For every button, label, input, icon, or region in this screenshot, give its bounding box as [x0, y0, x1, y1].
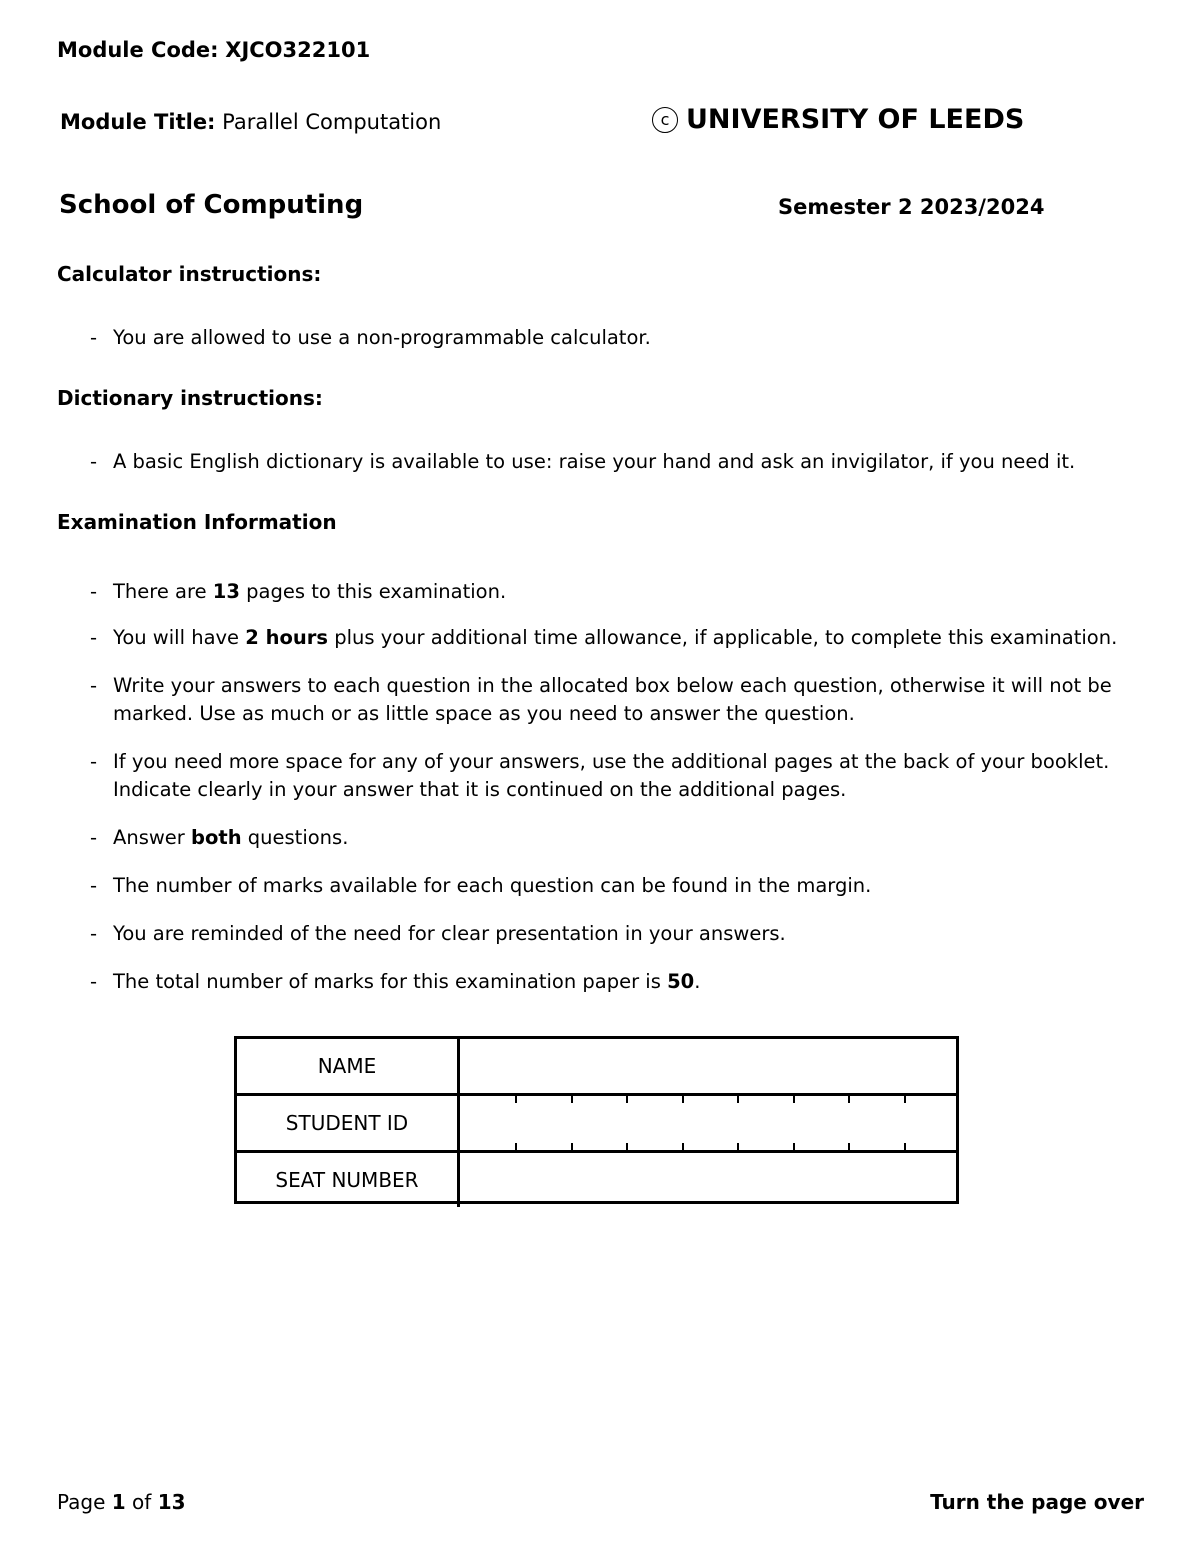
student-details-table — [234, 1036, 959, 1204]
module-title-label: Module Title: — [60, 110, 216, 134]
module-code-value: XJCO322101 — [225, 38, 371, 62]
exam-info-heading: Examination Information — [57, 510, 337, 534]
id-digit-tick — [793, 1143, 795, 1150]
turn-page-note: Turn the page over — [930, 1490, 1144, 1514]
list-item: - The number of marks available for each question can be found in the margin. — [90, 874, 872, 897]
list-item: - You are allowed to use a non-programmable calculator. — [90, 324, 651, 352]
id-digit-tick — [793, 1096, 795, 1103]
id-digit-tick — [904, 1143, 906, 1150]
list-item: - You are reminded of the need for clear presentation in your answers. — [90, 922, 786, 945]
table-row — [237, 1093, 956, 1150]
list-item: - The total number of marks for this examination paper is 50. — [90, 970, 701, 993]
list-item: - A basic English dictionary is available to use: raise your hand and ask an invigilator, if you need it. — [90, 448, 1075, 476]
id-digit-tick — [571, 1096, 573, 1103]
list-item: - If you need more space for any of your answers, use the additional pages at the back of your booklet. Indicate clearly in your answer that it is continued on the additional pages. — [90, 750, 1110, 801]
module-code — [57, 38, 370, 62]
id-digit-tick — [737, 1143, 739, 1150]
dictionary-heading: Dictionary instructions: — [57, 386, 323, 410]
list-item: - Write your answers to each question in the allocated box below each question, otherwise it will not be marked. Use as much or as little space as you need to answer the question. — [90, 674, 1112, 725]
id-digit-tick — [904, 1096, 906, 1103]
id-digit-tick — [626, 1143, 628, 1150]
table-row — [237, 1039, 956, 1093]
student-id-label: STUDENT ID — [237, 1096, 460, 1150]
list-item: - You will have 2 hours plus your additional time allowance, if applicable, to complete this examination. — [90, 626, 1118, 649]
id-digit-tick — [571, 1143, 573, 1150]
bullet-dash: - — [90, 450, 98, 473]
seat-number-label: SEAT NUMBER — [237, 1153, 460, 1207]
list-item: - Answer both questions. — [90, 826, 349, 849]
bullet-dash: - — [90, 326, 98, 349]
id-digit-tick — [682, 1143, 684, 1150]
module-title — [60, 110, 441, 134]
page-number: Page 1 of 13 — [57, 1490, 186, 1514]
id-digit-tick — [626, 1096, 628, 1103]
calculator-heading: Calculator instructions: — [57, 262, 322, 286]
university-label: UNIVERSITY OF LEEDS — [686, 104, 1025, 135]
copyright-icon: c — [652, 107, 678, 133]
name-label: NAME — [237, 1039, 460, 1093]
semester: Semester 2 2023/2024 — [778, 195, 1045, 219]
university-name — [652, 104, 1024, 135]
id-digit-tick — [848, 1143, 850, 1150]
list-item: - There are 13 pages to this examination. — [90, 580, 507, 603]
module-title-value: Parallel Computation — [222, 110, 442, 134]
module-code-label: Module Code: — [57, 38, 219, 62]
school-name: School of Computing — [59, 190, 364, 220]
id-digit-tick — [737, 1096, 739, 1103]
id-digit-tick — [682, 1096, 684, 1103]
id-digit-tick — [515, 1143, 517, 1150]
table-row — [237, 1150, 956, 1207]
id-digit-tick — [848, 1096, 850, 1103]
id-digit-tick — [515, 1096, 517, 1103]
